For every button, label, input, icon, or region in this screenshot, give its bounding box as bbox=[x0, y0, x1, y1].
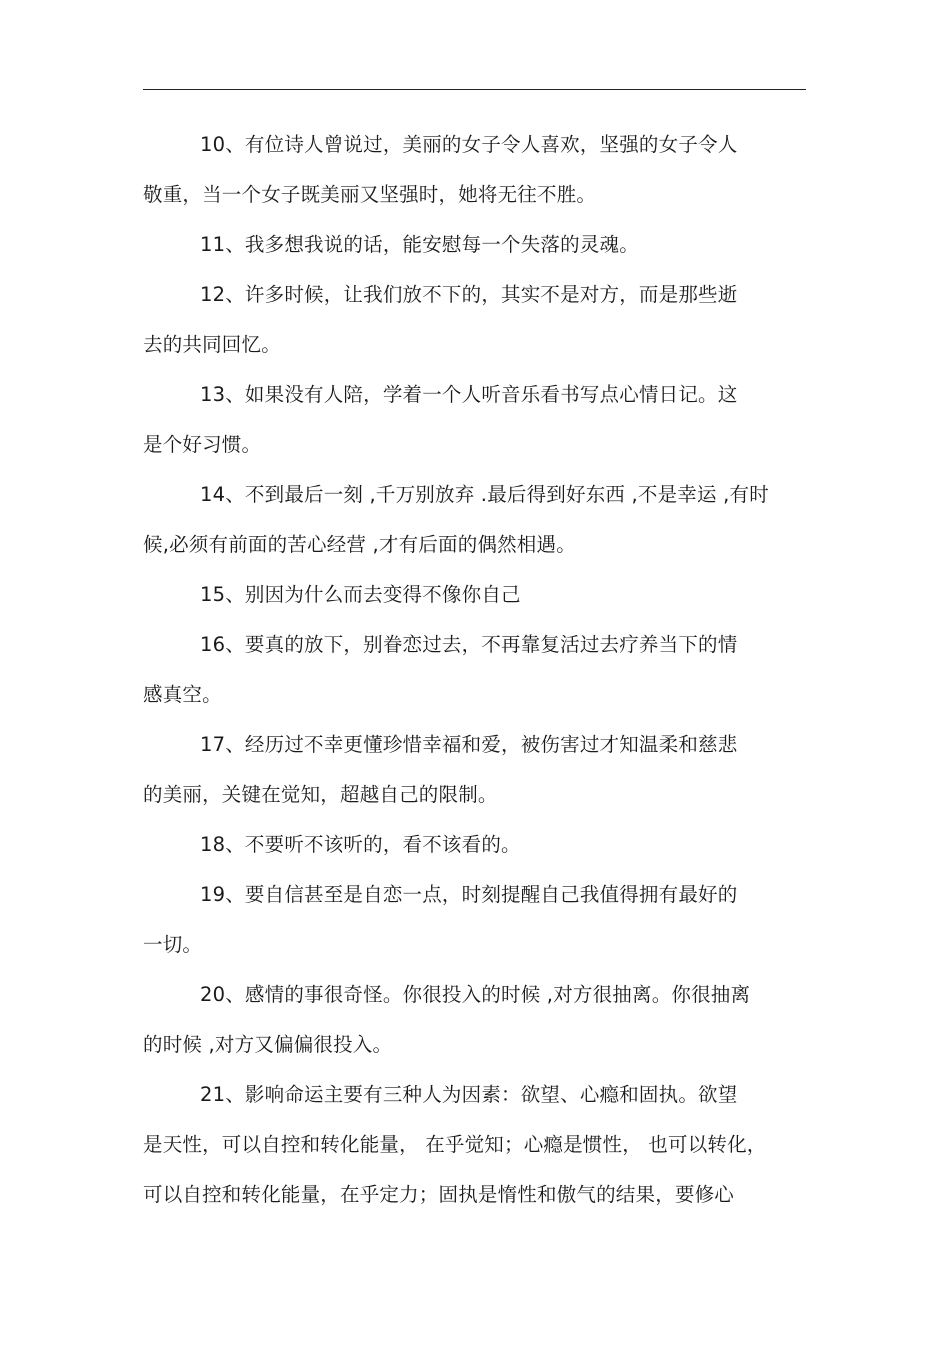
paragraph-line: 10、有位诗人曾说过，美丽的女子令人喜欢，坚强的女子令人 bbox=[200, 133, 738, 156]
paragraph-line: 一切。 bbox=[143, 933, 203, 956]
paragraph-line: 是个好习惯。 bbox=[143, 433, 262, 456]
paragraph-12 bbox=[143, 270, 806, 370]
paragraph-line: 的时候 ,对方又偏偏很投入。 bbox=[143, 1033, 393, 1056]
paragraph-line: 16、要真的放下，别眷恋过去，不再靠复活过去疗养当下的情 bbox=[200, 633, 738, 656]
paragraph-line: 14、不到最后一刻 ,千万别放弃 .最后得到好东西 ,不是幸运 ,有时 bbox=[200, 483, 769, 506]
paragraph-line: 是天性，可以自控和转化能量， 在乎觉知；心瘾是惯性， 也可以转化， bbox=[143, 1133, 767, 1156]
paragraph-17 bbox=[143, 720, 806, 820]
paragraph-10 bbox=[143, 120, 806, 220]
paragraph-line: 敬重，当一个女子既美丽又坚强时，她将无往不胜。 bbox=[143, 183, 597, 206]
paragraph-21 bbox=[143, 1070, 806, 1220]
paragraph-line: 感真空。 bbox=[143, 683, 222, 706]
paragraph-line: 去的共同回忆。 bbox=[143, 333, 281, 356]
paragraph-line: 13、如果没有人陪，学着一个人听音乐看书写点心情日记。这 bbox=[200, 383, 738, 406]
paragraph-15 bbox=[143, 570, 806, 620]
paragraph-14 bbox=[143, 470, 806, 570]
paragraph-line: 的美丽，关键在觉知，超越自己的限制。 bbox=[143, 783, 498, 806]
paragraph-line: 可以自控和转化能量，在乎定力；固执是惰性和傲气的结果，要修心 bbox=[143, 1183, 735, 1206]
paragraph-16 bbox=[143, 620, 806, 720]
paragraph-line: 17、经历过不幸更懂珍惜幸福和爱，被伤害过才知温柔和慈悲 bbox=[200, 733, 738, 756]
paragraph-11 bbox=[143, 220, 806, 270]
paragraph-19 bbox=[143, 870, 806, 970]
document-body bbox=[143, 120, 806, 1220]
paragraph-line: 19、要自信甚至是自恋一点，时刻提醒自己我值得拥有最好的 bbox=[200, 883, 738, 906]
paragraph-13 bbox=[143, 370, 806, 470]
paragraph-line: 11、我多想我说的话，能安慰每一个失落的灵魂。 bbox=[200, 233, 639, 256]
paragraph-line: 15、别因为什么而去变得不像你自己 bbox=[200, 583, 521, 606]
paragraph-line: 20、感情的事很奇怪。你很投入的时候 ,对方很抽离。你很抽离 bbox=[200, 983, 751, 1006]
paragraph-line: 候,必须有前面的苦心经营 ,才有后面的偶然相遇。 bbox=[143, 533, 576, 556]
paragraph-line: 21、影响命运主要有三种人为因素：欲望、心瘾和固执。欲望 bbox=[200, 1083, 738, 1106]
paragraph-20 bbox=[143, 970, 806, 1070]
header-rule bbox=[143, 89, 806, 90]
paragraph-18 bbox=[143, 820, 806, 870]
paragraph-line: 12、许多时候，让我们放不下的，其实不是对方，而是那些逝 bbox=[200, 283, 738, 306]
paragraph-line: 18、不要听不该听的，看不该看的。 bbox=[200, 833, 521, 856]
